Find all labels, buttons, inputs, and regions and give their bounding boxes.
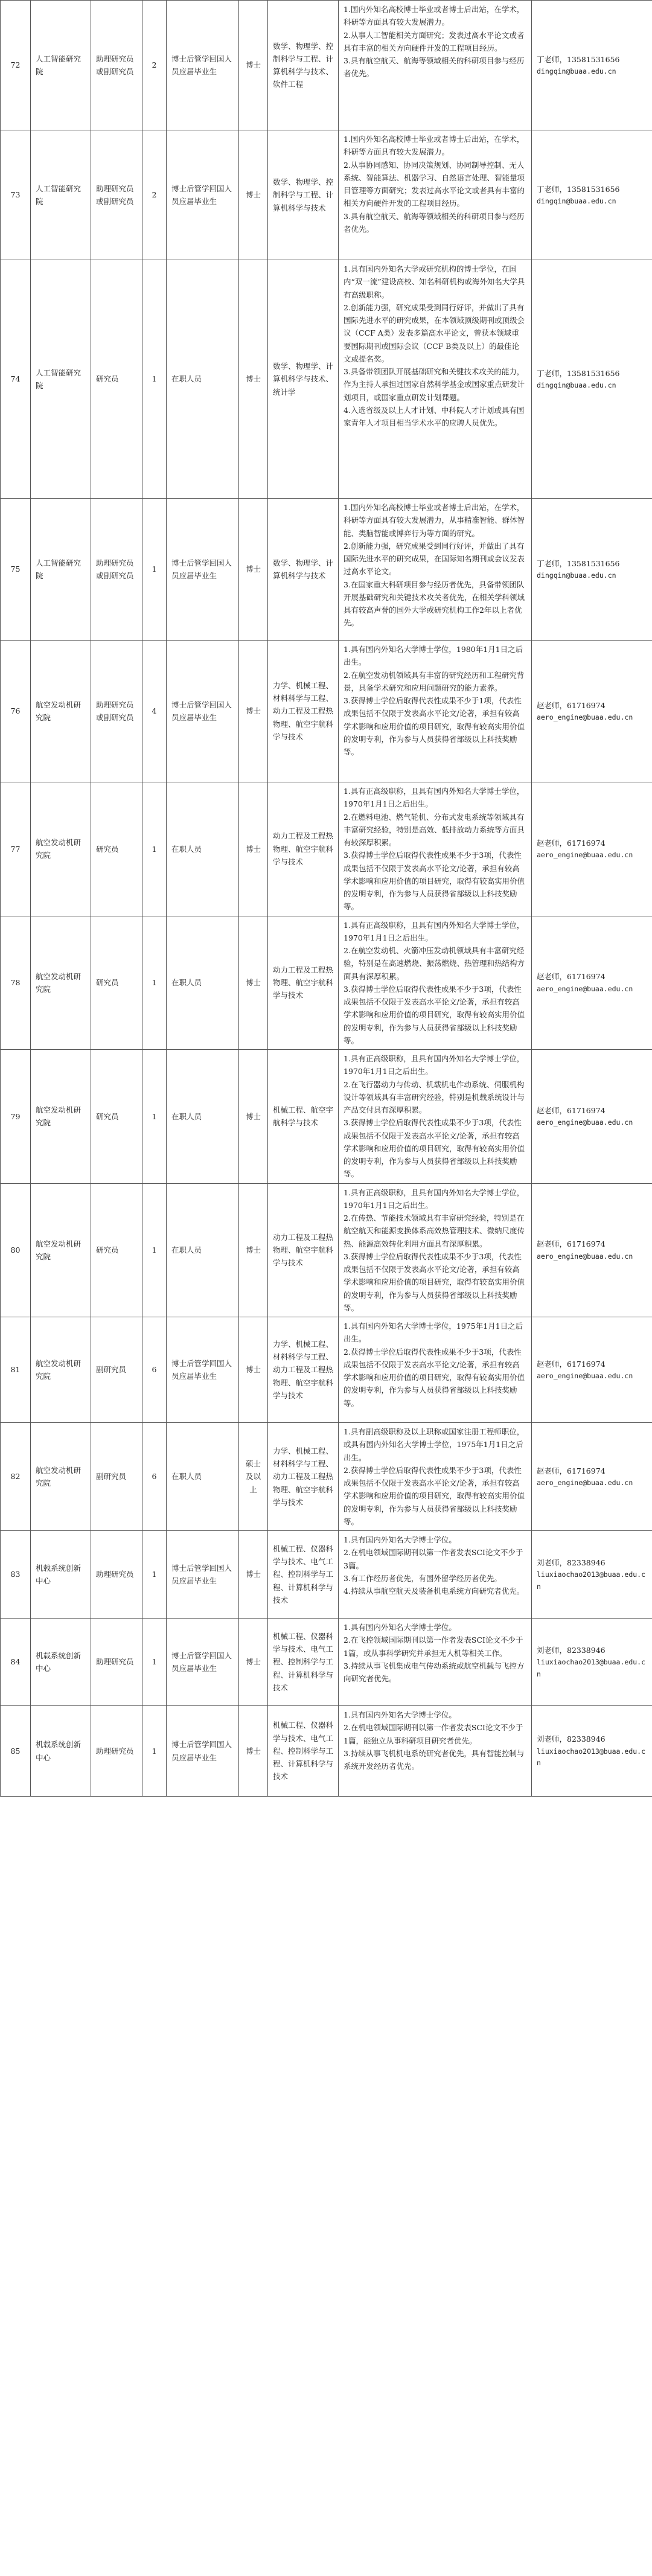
contact-phone: 刘老师，82338946: [537, 1645, 606, 1655]
table-row: [1, 1531, 652, 1619]
contact: [532, 1423, 652, 1531]
post-name: 研究员: [91, 260, 142, 499]
contact-email: aero_engine@buaa.edu.cn: [537, 1118, 633, 1127]
table-row: [1, 1050, 652, 1184]
requirements: [339, 1619, 532, 1706]
degree: 博士: [239, 499, 268, 641]
requirements: [339, 1, 532, 130]
headcount: 1: [142, 260, 167, 499]
requirement-line: 2.在飞控领域国际期刊以第一作者发表SCI论文不少于1篇，或从事科学研究并承担无人机等相关工作。: [344, 1635, 523, 1658]
target-group: 在职人员: [167, 1423, 239, 1531]
requirements: [339, 916, 532, 1050]
major: 机械工程、仪器科学与技术、电气工程、控制科学与工程、计算机科学与技术: [268, 1531, 339, 1619]
requirements: [339, 130, 532, 260]
target-group: 在职人员: [167, 1050, 239, 1184]
requirement-line: 3.获得博士学位后取得代表性成果不少于3项，代表性成果包括不仅限于发表高水平论文/论著，承担有较高学术影响和应用价值的项目研究，取得有较高实用价值的发明专利，作为参与人员获得省部级以上科技奖励等。: [344, 851, 525, 912]
contact-phone: 刘老师，82338946: [537, 1558, 606, 1567]
headcount: 6: [142, 1317, 167, 1423]
contact: [532, 641, 652, 782]
post-name: 助理研究员: [91, 1531, 142, 1619]
contact-email: aero_engine@buaa.edu.cn: [537, 712, 633, 721]
contact-phone: 刘老师，82338946: [537, 1734, 606, 1744]
degree: 博士: [239, 1, 268, 130]
headcount: 1: [142, 1183, 167, 1317]
target-group: 博士后管学回国人员应届毕业生: [167, 1706, 239, 1797]
contact-email: dingqin@buaa.edu.cn: [537, 196, 616, 205]
unit-name: 航空发动机研究院: [31, 1050, 91, 1184]
row-number: 81: [1, 1317, 31, 1423]
degree: 博士: [239, 1619, 268, 1706]
unit-name: 人工智能研究院: [31, 1, 91, 130]
target-group: 在职人员: [167, 782, 239, 916]
post-name: 助理研究员或副研究员: [91, 499, 142, 641]
contact-email: aero_engine@buaa.edu.cn: [537, 1478, 633, 1487]
contact: [532, 130, 652, 260]
degree: 硕士及以上: [239, 1423, 268, 1531]
requirements: [339, 1050, 532, 1184]
major: 动力工程及工程热物理、航空宇航科学与技术: [268, 916, 339, 1050]
table-row: [1, 782, 652, 916]
requirement-line: 4.入选省级及以上人才计划、中科院人才计划或具有国家青年人才项目相当学术水平的应聘人员优先。: [344, 405, 525, 427]
contact-phone: 赵老师，61716974: [537, 700, 606, 710]
post-name: 助理研究员: [91, 1706, 142, 1797]
contact: [532, 1050, 652, 1184]
headcount: 1: [142, 916, 167, 1050]
headcount: 1: [142, 1619, 167, 1706]
unit-name: 航空发动机研究院: [31, 1317, 91, 1423]
requirement-line: 2.创新能力强，研究成果受到同行好评，并做出了具有国际先进水平的研究成果，在本领域顶级期刊或顶级会议（CCF A类）发表多篇高水平论文，曾获本领域重要国际期刊或国际会议（CCF B类及以上）的最佳论文或提名奖。: [344, 302, 525, 363]
requirement-line: 1.具有国内外知名大学博士学位。: [344, 1535, 456, 1544]
headcount: 1: [142, 499, 167, 641]
contact-email: aero_engine@buaa.edu.cn: [537, 984, 633, 993]
requirement-line: 1.具有正高级职称，且具有国内外知名大学博士学位，1970年1月1日之后出生。: [344, 1187, 525, 1210]
target-group: 博士后管学回国人员应届毕业生: [167, 1531, 239, 1619]
major: 数学、物理学、控制科学与工程、计算机科学与技术、软件工程: [268, 1, 339, 130]
requirements: [339, 1423, 532, 1531]
contact: [532, 1619, 652, 1706]
requirement-line: 3.获得博士学位后取得代表性成果不少于3项，代表性成果包括不仅限于发表高水平论文/论著，承担有较高学术影响和应用价值的项目研究，取得有较高实用价值的发明专利，作为参与人员获得省部级以上科技奖励等。: [344, 984, 525, 1045]
requirement-line: 1.具有正高级职称，且具有国内外知名大学博士学位，1970年1月1日之后出生。: [344, 920, 525, 942]
headcount: 6: [142, 1423, 167, 1531]
contact-phone: 赵老师，61716974: [537, 1359, 606, 1369]
requirement-line: 3.在国家重大科研项目参与经历者优先，具备带领团队开展基础研究和关键技术攻关者优先，在相关学科领域具有较高声誉的国外大学或研究机构工作2年以上者优先。: [344, 580, 525, 628]
requirement-line: 2.在燃料电池、燃气轮机、分布式发电系统等领域具有丰富研究经验，特别是高效、低排放动力系统等方面具有较深厚积累。: [344, 812, 525, 847]
requirement-line: 2.在传热、节能技术领域具有丰富研究经验，特别是在航空航天和能源变换体系高效热管理技术、微纳尺度传热、能源高效转化利用方面具有深厚积累。: [344, 1213, 525, 1248]
contact-phone: 赵老师，61716974: [537, 1239, 606, 1249]
requirement-line: 2.在航空发动机、火箭冲压发动机领域具有丰富研究经验，特别是在高速燃烧、振荡燃烧、热管理和热结构方面具有深厚积累。: [344, 946, 525, 981]
contact-phone: 丁老师，13581531656: [537, 558, 620, 568]
requirement-line: 1.具有副高级职称及以上职称或国家注册工程师职位，或具有国内外知名大学博士学位，1975年1月1日之后出生。: [344, 1427, 525, 1462]
contact-email: aero_engine@buaa.edu.cn: [537, 1251, 633, 1261]
contact: [532, 1531, 652, 1619]
requirement-line: 1.国内外知名高校博士毕业或者博士后出站，在学术，科研等方面具有较大发展潜力。: [344, 135, 525, 157]
degree: 博士: [239, 782, 268, 916]
contact-email: aero_engine@buaa.edu.cn: [537, 1371, 633, 1380]
target-group: 博士后管学回国人员应届毕业生: [167, 641, 239, 782]
post-name: 助理研究员或副研究员: [91, 641, 142, 782]
requirement-line: 2.在航空发动机领域具有丰富的研究经历和工程研究背景，具备学术研究和应用问题研究的能力素养。: [344, 670, 525, 692]
unit-name: 人工智能研究院: [31, 499, 91, 641]
requirement-line: 1.具有国内外知名大学博士学位。: [344, 1623, 456, 1632]
major: 机械工程、航空宇航科学与技术: [268, 1050, 339, 1184]
row-number: 82: [1, 1423, 31, 1531]
major: 动力工程及工程热物理、航空宇航科学与技术: [268, 782, 339, 916]
row-number: 84: [1, 1619, 31, 1706]
requirement-line: 3.获得博士学位后取得代表性成果不少于3项，代表性成果包括不仅限于发表高水平论文/论著，承担有较高学术影响和应用价值的项目研究，取得有较高实用价值的发明专利，作为参与人员获得省部级以上科技奖励等。: [344, 1251, 525, 1312]
headcount: 1: [142, 1706, 167, 1797]
contact: [532, 1706, 652, 1797]
headcount: 1: [142, 1531, 167, 1619]
degree: 博士: [239, 641, 268, 782]
post-name: 助理研究员或副研究员: [91, 130, 142, 260]
table-row: [1, 1, 652, 130]
row-number: 77: [1, 782, 31, 916]
row-number: 78: [1, 916, 31, 1050]
major: 数学、物理学、控制科学与工程、计算机科学与技术: [268, 130, 339, 260]
row-number: 83: [1, 1531, 31, 1619]
requirement-line: 3.获得博士学位后取得代表性成果不少于3项，代表性成果包括不仅限于发表高水平论文/论著，承担有较高学术影响和应用价值的项目研究，取得有较高实用价值的发明专利，作为参与人员获得省部级以上科技奖励等。: [344, 1118, 525, 1179]
requirement-line: 3.持续从事飞机集成电气传动系统或航空机载与飞控方向研究者优先。: [344, 1661, 525, 1683]
unit-name: 机载系统创新中心: [31, 1619, 91, 1706]
requirement-line: 3.获得博士学位后取得代表性成果不少于1项，代表性成果包括不仅限于发表高水平论文/论著，承担有较高学术影响和应用价值的项目研究，取得有较高实用价值的发明专利，作为参与人员获得省部级以上科技奖励等。: [344, 696, 525, 756]
row-number: 74: [1, 260, 31, 499]
requirements: [339, 1317, 532, 1423]
contact-phone: 赵老师，61716974: [537, 838, 606, 848]
headcount: 1: [142, 782, 167, 916]
contact: [532, 782, 652, 916]
table-row: [1, 641, 652, 782]
requirement-line: 1.国内外知名高校博士毕业或者博士后出站，在学术，科研等方面具有较大发展潜力。: [344, 5, 525, 27]
unit-name: 人工智能研究院: [31, 260, 91, 499]
row-number: 72: [1, 1, 31, 130]
requirement-line: 2.在飞行器动力与传动、机载机电作动系统、伺服机构设计等领域具有丰富研究经验，特别是机载系统设计与产品交付具有深厚积累。: [344, 1079, 525, 1114]
target-group: 博士后管学回国人员应届毕业生: [167, 499, 239, 641]
contact-email: dingqin@buaa.edu.cn: [537, 66, 616, 75]
degree: 博士: [239, 1050, 268, 1184]
requirement-line: 2.获得博士学位后取得代表性成果不少于3项，代表性成果包括不仅限于发表高水平论文/论著，承担有较高学术影响和应用价值的项目研究，取得有较高实用价值的发明专利，作为参与人员获得省部级以上科技奖励等。: [344, 1347, 525, 1408]
table-row: [1, 130, 652, 260]
unit-name: 航空发动机研究院: [31, 782, 91, 916]
requirements: [339, 782, 532, 916]
degree: 博士: [239, 130, 268, 260]
requirements: [339, 260, 532, 499]
contact: [532, 499, 652, 641]
headcount: 1: [142, 1050, 167, 1184]
requirement-line: 1.具有国内外知名大学或研究机构的博士学位，在国内“双一流”建设高校、知名科研机构或海外知名大学具有高级职称。: [344, 264, 525, 299]
requirement-line: 1.具有国内外知名大学博士学位，1975年1月1日之后出生。: [344, 1322, 523, 1344]
table-row: [1, 260, 652, 499]
contact-email: liuxiaochao2013@buaa.edu.cn: [537, 1747, 646, 1768]
contact-phone: 赵老师，61716974: [537, 1105, 606, 1115]
requirement-line: 1.具有国内外知名大学博士学位。: [344, 1710, 456, 1719]
row-number: 73: [1, 130, 31, 260]
table-row: [1, 1706, 652, 1797]
table-row: [1, 1619, 652, 1706]
table-row: [1, 916, 652, 1050]
requirement-line: 2.在机电领域国际期刊以第一作者发表SCI论文不少于3篇。: [344, 1548, 523, 1570]
contact-phone: 丁老师，13581531656: [537, 368, 620, 378]
contact: [532, 1317, 652, 1423]
headcount: 2: [142, 130, 167, 260]
contact-phone: 丁老师，13581531656: [537, 184, 620, 194]
headcount: 2: [142, 1, 167, 130]
contact-phone: 丁老师，13581531656: [537, 54, 620, 64]
contact: [532, 1, 652, 130]
target-group: 博士后管学回国人员应届毕业生: [167, 1, 239, 130]
contact-phone: 赵老师，61716974: [537, 1466, 606, 1475]
requirement-line: 1.具有正高级职称，且具有国内外知名大学博士学位，1970年1月1日之后出生。: [344, 787, 525, 809]
degree: 博士: [239, 1706, 268, 1797]
major: 力学、机械工程、材料科学与工程、动力工程及工程热物理、航空宇航科学与技术: [268, 641, 339, 782]
requirement-line: 4.持续从事航空航天及装备机电系统方向研究者优先。: [344, 1587, 525, 1596]
degree: 博士: [239, 1183, 268, 1317]
contact-email: dingqin@buaa.edu.cn: [537, 380, 616, 389]
requirement-line: 2.在机电领域国际期刊以第一作者发表SCI论文不少于1篇，能独立从事科研项目研究者优先。: [344, 1723, 523, 1745]
contact: [532, 260, 652, 499]
table-row: [1, 1183, 652, 1317]
major: 机械工程、仪器科学与技术、电气工程、控制科学与工程、计算机科学与技术: [268, 1706, 339, 1797]
degree: 博士: [239, 1317, 268, 1423]
major: 力学、机械工程、材料科学与工程、动力工程及工程热物理、航空宇航科学与技术: [268, 1423, 339, 1531]
degree: 博士: [239, 260, 268, 499]
requirement-line: 3.具有航空航天、航海等领域相关的科研项目参与经历者优先。: [344, 56, 525, 78]
requirement-line: 2.从事人工智能相关方面研究；发表过高水平论文或者具有丰富的相关方向硬件开发的工程项目经历。: [344, 30, 525, 53]
contact-phone: 赵老师，61716974: [537, 972, 606, 982]
target-group: 博士后管学回国人员应届毕业生: [167, 1317, 239, 1423]
requirements: [339, 1706, 532, 1797]
post-name: 副研究员: [91, 1317, 142, 1423]
contact-email: dingqin@buaa.edu.cn: [537, 570, 616, 580]
post-name: 副研究员: [91, 1423, 142, 1531]
requirements: [339, 499, 532, 641]
row-number: 75: [1, 499, 31, 641]
unit-name: 机载系统创新中心: [31, 1531, 91, 1619]
major: 力学、机械工程、材料科学与工程、动力工程及工程热物理、航空宇航科学与技术: [268, 1317, 339, 1423]
major: 数学、物理学、计算机科学与技术: [268, 499, 339, 641]
requirement-line: 3.持续从事飞机机电系统研究者优先，具有智能控制与系统开发经历者优先。: [344, 1748, 525, 1771]
contact-email: liuxiaochao2013@buaa.edu.cn: [537, 1570, 646, 1591]
contact-email: liuxiaochao2013@buaa.edu.cn: [537, 1658, 646, 1678]
target-group: 博士后管学回国人员应届毕业生: [167, 1619, 239, 1706]
headcount: 4: [142, 641, 167, 782]
target-group: 在职人员: [167, 260, 239, 499]
requirement-line: 3.具有航空航天、航海等领域相关的科研项目参与经历者优先。: [344, 211, 525, 234]
unit-name: 航空发动机研究院: [31, 1423, 91, 1531]
post-name: 研究员: [91, 1183, 142, 1317]
target-group: 博士后管学回国人员应届毕业生: [167, 130, 239, 260]
degree: 博士: [239, 1531, 268, 1619]
post-name: 助理研究员: [91, 1619, 142, 1706]
requirement-line: 2.创新能力强，研究成果受到同行好评，并做出了具有国际先进水平的研究成果，在国际知名期刊或会议发表过高水平论文。: [344, 541, 525, 577]
row-number: 80: [1, 1183, 31, 1317]
post-name: 研究员: [91, 916, 142, 1050]
requirements: [339, 1183, 532, 1317]
requirement-line: 3.具备带领团队开展基础研究和关键技术攻关的能力，作为主持人承担过国家自然科学基金或国家重点研发计划项目，或国家重点研发计划课题。: [344, 367, 525, 402]
requirements: [339, 1531, 532, 1619]
target-group: 在职人员: [167, 1183, 239, 1317]
table-row: [1, 499, 652, 641]
requirement-line: 1.具有正高级职称，且具有国内外知名大学博士学位，1970年1月1日之后出生。: [344, 1054, 525, 1076]
target-group: 在职人员: [167, 916, 239, 1050]
degree: 博士: [239, 916, 268, 1050]
requirement-line: 3.有工作经历者优先，有国外留学经历者优先。: [344, 1573, 502, 1583]
requirement-line: 1.具有国内外知名大学博士学位，1980年1月1日之后出生。: [344, 645, 523, 667]
table-body: [1, 1, 652, 1797]
requirements: [339, 641, 532, 782]
table-row: [1, 1423, 652, 1531]
post-name: 研究员: [91, 782, 142, 916]
unit-name: 航空发动机研究院: [31, 916, 91, 1050]
requirement-line: 2.从事协同感知、协同决策规划、协同制导控制、无人系统、智能算法、机器学习、自然语言处理、智能量项目管理等方面研究；发表过高水平论文或者具有丰富的相关方向硬件开发的工程项目经历。: [344, 160, 525, 208]
unit-name: 航空发动机研究院: [31, 641, 91, 782]
row-number: 76: [1, 641, 31, 782]
post-name: 研究员: [91, 1050, 142, 1184]
requirement-line: 1.国内外知名高校博士毕业或者博士后出站，在学术，科研等方面具有较大发展潜力，从事精准智能、群体智能、类脑智能或博弈行为等方面的研究。: [344, 503, 525, 538]
contact: [532, 1183, 652, 1317]
requirement-line: 2.获得博士学位后取得代表性成果不少于3项，代表性成果包括不仅限于发表高水平论文/论著，承担有较高学术影响和应用价值的项目研究，取得有较高实用价值的发明专利，作为参与人员获得省部级以上科技奖励等。: [344, 1465, 525, 1526]
major: 数学、物理学、计算机科学与技术、统计学: [268, 260, 339, 499]
post-name: 助理研究员或副研究员: [91, 1, 142, 130]
row-number: 79: [1, 1050, 31, 1184]
contact: [532, 916, 652, 1050]
unit-name: 人工智能研究院: [31, 130, 91, 260]
table-row: [1, 1317, 652, 1423]
row-number: 85: [1, 1706, 31, 1797]
contact-email: aero_engine@buaa.edu.cn: [537, 851, 633, 860]
major: 动力工程及工程热物理、航空宇航科学与技术: [268, 1183, 339, 1317]
major: 机械工程、仪器科学与技术、电气工程、控制科学与工程、计算机科学与技术: [268, 1619, 339, 1706]
unit-name: 航空发动机研究院: [31, 1183, 91, 1317]
unit-name: 机载系统创新中心: [31, 1706, 91, 1797]
